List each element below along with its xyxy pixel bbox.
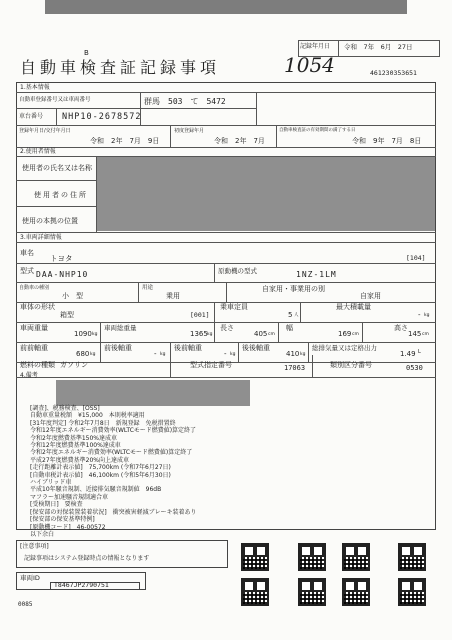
record-date-label: 記録年月日 — [300, 43, 331, 50]
remark-line: [走行距離計表示値] 75,700km (令和7年6月27日) — [30, 464, 171, 472]
front-front-axle-value: 680 — [76, 350, 90, 358]
qr-code-1 — [241, 543, 269, 571]
use-value: 乗用 — [166, 292, 180, 300]
header-gray-bar — [45, 0, 407, 14]
maker-value: トヨタ — [50, 254, 73, 263]
fuel-value: ガソリン — [60, 361, 88, 369]
displacement-label: 総排気量又は定格出力 — [312, 344, 377, 352]
reg-number-label: 自動車登録番号又は車両番号 — [19, 97, 91, 103]
displacement-value: 1.49 — [400, 350, 416, 358]
remark-line: [調査]、税務検査、[OSS] — [30, 405, 100, 412]
remarks-redacted — [56, 380, 250, 406]
handwritten-number: 1054 — [284, 53, 335, 77]
user-address-label: 使用者の住所 — [34, 191, 88, 199]
purpose-value: 自家用 — [360, 292, 381, 300]
rear-rear-axle-label: 後後軸重 — [242, 344, 270, 352]
qr-code-2 — [298, 543, 326, 571]
qr-code-6 — [298, 578, 326, 606]
capacity-unit: 人 — [294, 313, 299, 318]
user-name-label: 使用者の氏名又は名称 — [22, 164, 92, 172]
initial-reg-date: 令和 2年 7月 — [214, 137, 265, 145]
remark-line: 平成10年騒音規制、近接排気騒音規制値 96dB — [30, 486, 162, 494]
maker-code: [104] — [406, 254, 426, 262]
length-value: 405 — [254, 330, 268, 338]
user-base-label: 使用の本拠の位置 — [22, 217, 78, 225]
model-value: DAA-NHP10 — [36, 270, 89, 279]
user-info-redacted — [97, 157, 435, 231]
front-front-axle-label: 前前軸重 — [20, 344, 48, 352]
qr-code-3 — [342, 543, 370, 571]
section-user-label: 2.使用者情報 — [20, 148, 56, 155]
section-remarks-label: 4.備考 — [20, 372, 38, 379]
gross-value: 1365 — [190, 330, 208, 338]
qr-code-4 — [398, 543, 426, 571]
vehicle-id-value: T8467JP2790751 — [54, 581, 109, 589]
remark-line: [31年度判定] 令和2年7月8日 新規登録 免税措置終 — [30, 419, 176, 427]
remark-line: [原動機コード] 46-00572 — [30, 523, 106, 531]
length-unit: cm — [268, 332, 275, 337]
capacity-label: 乗車定員 — [220, 303, 248, 311]
initial-reg-label: 初度登録年月 — [174, 128, 205, 134]
fuel-label: 燃料の種類 — [20, 361, 55, 369]
weight-value: 1090 — [74, 330, 92, 338]
qr-code-8 — [398, 578, 426, 606]
section-basic-label: 1.基本情報 — [20, 84, 50, 91]
section-vehicle-label: 3.車両詳細情報 — [20, 234, 62, 241]
model-label: 型式 — [20, 267, 34, 275]
front-front-axle-unit: kg — [90, 352, 96, 357]
rear-rear-axle-value: 410 — [286, 350, 300, 358]
qr-code-5 — [241, 578, 269, 606]
type-designation-label: 型式指定番号 — [190, 361, 232, 369]
width-unit: cm — [352, 332, 359, 337]
remark-line: [自動車税計表示値] 46,100km (令和5年6月30日) — [30, 471, 171, 479]
category-value: 0530 — [406, 364, 423, 372]
remark-line: 自動車重量税額 ¥15,000 本則税率適用 — [30, 412, 145, 420]
record-date: 令和 7年 6月 27日 — [344, 43, 413, 51]
max-load-label: 最大積載量 — [336, 303, 371, 311]
length-label: 長さ — [220, 324, 234, 332]
qr-code-7 — [342, 578, 370, 606]
engine-value: 1NZ-1LM — [296, 270, 337, 279]
remark-line: 平成27年度燃費基準20%向上達成車 — [30, 456, 129, 464]
first-reg-label: 登録年月日/交付年月日 — [19, 128, 71, 134]
notice-label: [注意事項] — [20, 543, 49, 550]
remark-line: マフラー加速騒音規制適合車 — [30, 493, 109, 501]
remark-line: [受検期日] 要検査 — [30, 501, 83, 509]
chassis-number: NHP10-2678572 — [62, 112, 142, 122]
category-label: 類別区分番号 — [330, 361, 372, 369]
maker-label: 車名 — [20, 249, 34, 257]
height-value: 145 — [408, 330, 422, 338]
reg-number: 群馬 503 て 5472 — [144, 97, 226, 106]
vehicle-id-label: 車両ID — [20, 574, 40, 582]
width-value: 169 — [338, 330, 352, 338]
gross-unit: kg — [207, 332, 213, 337]
small-mark: B — [84, 49, 89, 57]
document-number: 461230353651 — [370, 69, 417, 77]
use-label: 用途 — [142, 285, 154, 291]
remark-line: [保安部の対保装置装着状況] 衝突被害軽減ブレーキ装着あり — [30, 508, 197, 516]
height-label: 高さ — [394, 324, 408, 332]
height-unit: cm — [422, 332, 429, 337]
page-code: 0085 — [18, 601, 33, 608]
weight-unit: kg — [92, 332, 98, 337]
body-code: [001] — [190, 311, 210, 319]
chassis-label: 車台番号 — [19, 113, 44, 120]
expiry-label: 自動車検査証の有効期間の満了する日 — [279, 128, 356, 133]
remark-line: 以下余白 — [30, 530, 55, 538]
engine-label: 原動機の型式 — [218, 267, 257, 275]
remark-line: 令和12年度エネルギー消費効率(WLTCモード燃費値)算定終了 — [30, 427, 197, 435]
remark-line: 令和2年度エネルギー消費効率(WLTCモード燃費値)算定終了 — [30, 449, 193, 457]
front-rear-axle-label: 前後軸重 — [104, 344, 132, 352]
type-designation-value: 17063 — [284, 364, 306, 372]
vehicle-type-value: 小 型 — [62, 292, 83, 300]
notice-text: 記録事項はシステム登録時点の情報となります — [24, 555, 150, 562]
remark-line: 令和2年度燃費基準150%達成車 — [30, 434, 117, 442]
remarks-list — [30, 405, 290, 538]
expiry-date: 令和 9年 7月 8日 — [352, 137, 422, 145]
weight-label: 車両重量 — [20, 324, 48, 332]
gross-label: 車両総重量 — [104, 324, 137, 332]
document-title: 自動車検査証記録事項 — [20, 58, 221, 77]
rear-front-axle-label: 後前軸重 — [174, 344, 202, 352]
width-label: 幅 — [286, 324, 293, 332]
front-rear-axle-unit: kg — [160, 352, 166, 357]
displacement-unit: L — [418, 349, 421, 355]
remark-line: ハイブリッド車 — [30, 479, 72, 487]
body-value: 箱型 — [60, 311, 74, 319]
front-rear-axle-value: - — [154, 350, 157, 358]
rear-rear-axle-unit: kg — [300, 352, 306, 357]
rear-front-axle-value: - — [224, 350, 227, 358]
remark-line: [保安部の保安基準特例] — [30, 516, 95, 524]
body-label: 車体の形状 — [20, 303, 55, 311]
rear-front-axle-unit: kg — [230, 352, 236, 357]
max-load-unit: kg — [424, 313, 430, 318]
purpose-label: 自家用・事業用の別 — [262, 285, 325, 293]
first-reg-date: 令和 2年 7月 9日 — [90, 137, 160, 145]
capacity-value: 5 — [288, 311, 293, 319]
vehicle-type-label: 自動車の種別 — [19, 285, 50, 291]
remark-line: 令和12年度燃費基準100%達成車 — [30, 442, 121, 450]
max-load-value: - — [418, 311, 421, 319]
